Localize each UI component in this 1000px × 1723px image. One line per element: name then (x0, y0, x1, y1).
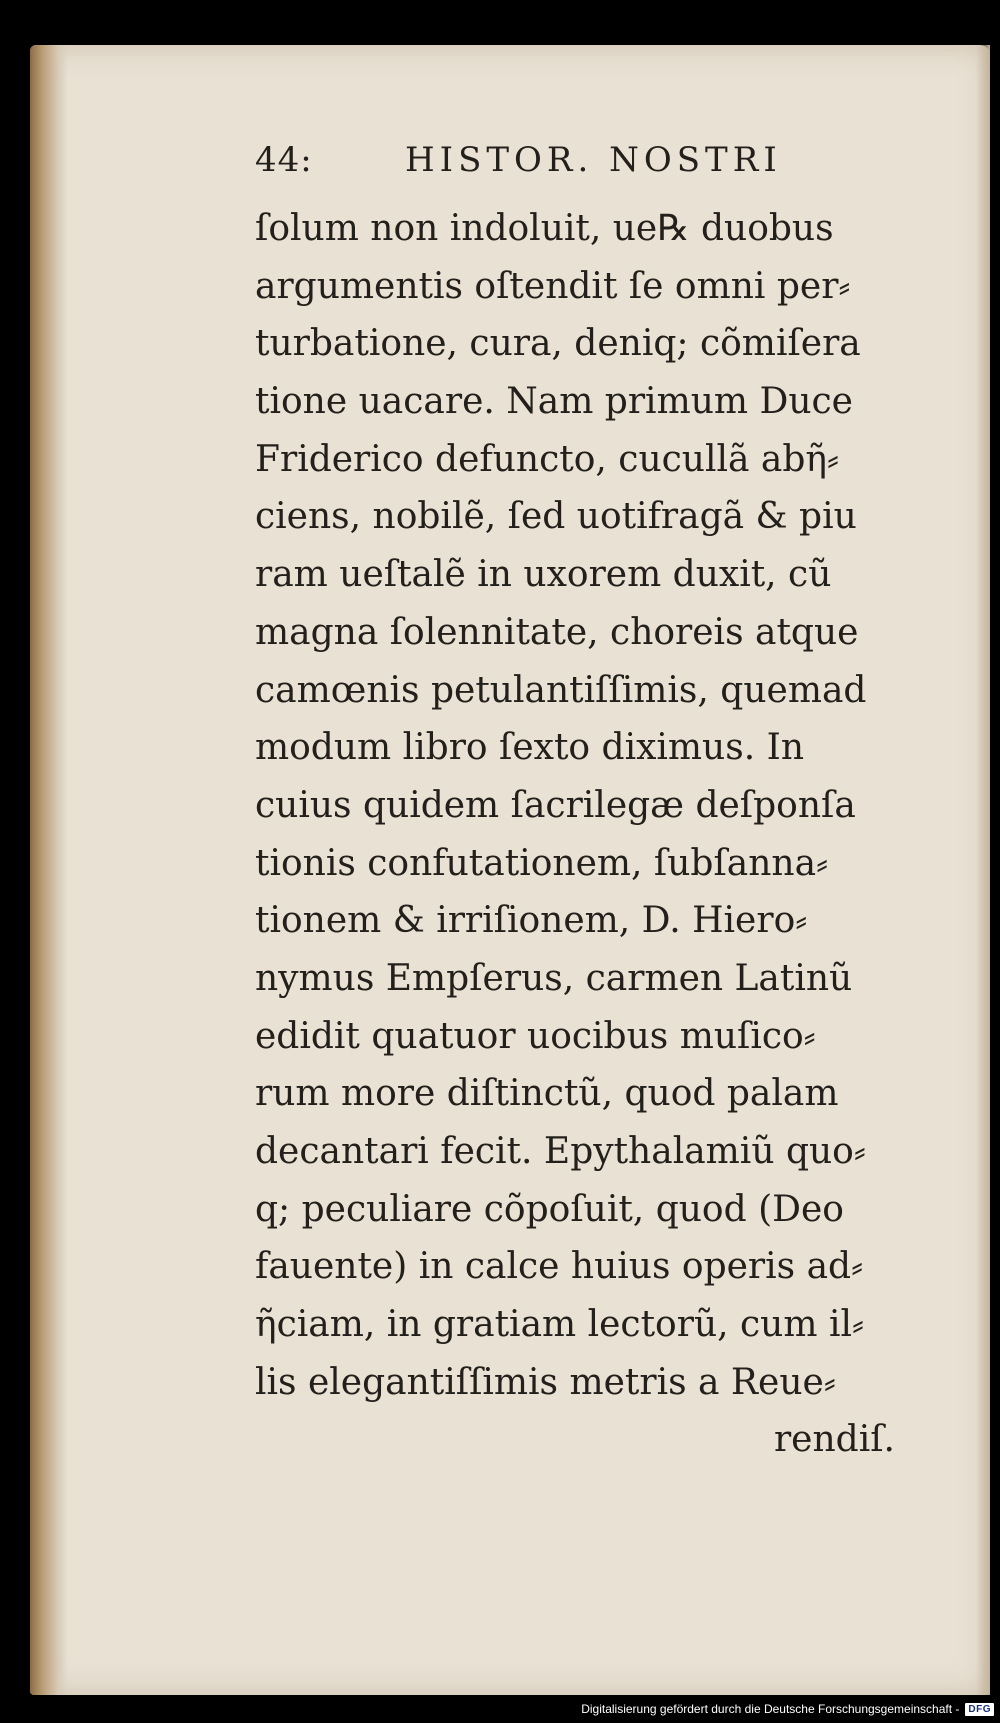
book-page (30, 45, 990, 1695)
page-text-block (255, 140, 955, 1469)
dfg-logo: DFG (965, 1703, 994, 1716)
text-line: tionis confutationem, ſubſanna⸗ (255, 842, 829, 884)
text-line: lis elegantiſſimis metris a Reue⸗ (255, 1361, 836, 1403)
catchword-line: rendiſ. (773, 1419, 895, 1461)
page-edge-shadow (976, 45, 990, 1695)
page-binding-shadow (30, 45, 68, 1695)
page-body (255, 200, 955, 1469)
digitization-credit (581, 1702, 994, 1716)
text-line: q; peculiare cõpoſuit, quod (Deo (255, 1188, 844, 1230)
text-line: argumentis oſtendit ſe omni per⸗ (255, 265, 851, 307)
credit-text: Digitalisierung gefördert durch die Deutsche Forschungsgemeinschaft - (581, 1702, 960, 1716)
text-line: magna ſolennitate, choreis atque (255, 611, 859, 653)
text-line: ῆciam, in gratiam lectorũ, cum il⸗ (255, 1304, 864, 1346)
text-line: turbatione, cura, deniq; cõmiſera (255, 323, 861, 365)
text-line: Friderico defuncto, cucullã abῆ⸗ (255, 438, 839, 480)
text-line: tione uacare. Nam primum Duce (255, 381, 853, 423)
page-header (255, 140, 955, 200)
text-line: rum more diſtinctũ, quod palam (255, 1073, 839, 1115)
text-line: ram ueſtalẽ in uxorem duxit, cũ (255, 554, 832, 596)
text-line: decantari fecit. Epythalamiũ quo⸗ (255, 1131, 866, 1172)
text-line: ciens, nobilẽ, ſed uotifragã & piu (255, 496, 857, 538)
text-line: modum libro ſexto diximus. In (255, 727, 804, 769)
text-line: ſolum non indoluit, ue℞ duobus (255, 208, 834, 249)
text-line: camœnis petulantiſſimis, quemad (255, 669, 867, 711)
page-number: 44: (255, 140, 313, 180)
text-line: cuius quidem ſacrilegæ deſponſa (255, 784, 856, 826)
text-line: tionem & irriſionem, D. Hiero⸗ (255, 900, 808, 942)
text-line: nymus Empſerus, carmen Latinũ (255, 957, 853, 999)
text-line: edidit quatuor uocibus muſico⸗ (255, 1015, 816, 1057)
text-line: fauente) in calce huius operis ad⸗ (255, 1246, 864, 1288)
running-title: HISTOR. NOSTRI (405, 140, 782, 180)
